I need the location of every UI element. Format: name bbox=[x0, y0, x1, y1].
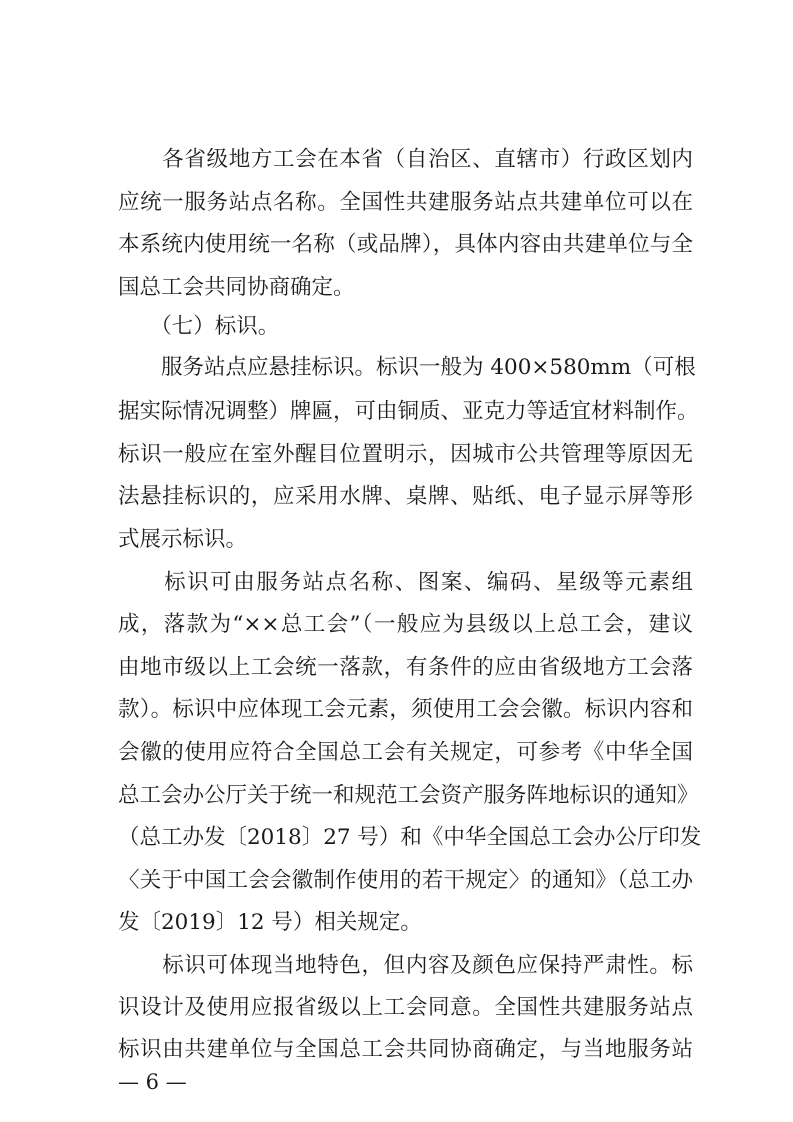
paragraph-line: 识设计及使用应报省级以上工会同意。全国性共建服务站点 bbox=[118, 995, 693, 1020]
paragraph-line: 款）。标识中应体现工会元素，须使用工会会徽。标识内容和 bbox=[118, 697, 693, 722]
paragraph-line: 国总工会共同协商确定。 bbox=[118, 275, 355, 300]
paragraph-line: 由地市级以上工会统一落款，有条件的应由省级地方工会落 bbox=[118, 655, 693, 680]
paragraph-line: 标识可体现当地特色，但内容及颜色应保持严肃性。标 bbox=[118, 953, 693, 978]
paragraph-line: 应统一服务站点名称。全国性共建服务站点共建单位可以在 bbox=[118, 190, 693, 215]
section-heading: （七）标识。 bbox=[118, 314, 280, 339]
paragraph-line: 发〔2019〕12 号）相关规定。 bbox=[118, 910, 422, 935]
paragraph-line: 标识由共建单位与全国总工会共同协商确定，与当地服务站 bbox=[118, 1037, 693, 1062]
paragraph-line: 会徽的使用应符合全国总工会有关规定，可参考《中华全国 bbox=[118, 740, 693, 765]
paragraph-line: 据实际情况调整）牌匾，可由铜质、亚克力等适宜材料制作。 bbox=[118, 399, 699, 424]
paragraph-line: 成，落款为“××总工会”（一般应为县级以上总工会，建议 bbox=[118, 612, 693, 637]
page-number: — 6 — bbox=[118, 1070, 187, 1094]
paragraph-line: 本系统内使用统一名称（或品牌），具体内容由共建单位与全 bbox=[118, 232, 693, 257]
paragraph-line: 服务站点应悬挂标识。标识一般为 400×580mm（可根 bbox=[118, 355, 696, 380]
paragraph-line: 各省级地方工会在本省（自治区、直辖市）行政区划内 bbox=[118, 147, 693, 172]
paragraph-line: 标识可由服务站点名称、图案、编码、星级等元素组 bbox=[118, 570, 693, 595]
paragraph-line: 标识一般应在室外醒目位置明示，因城市公共管理等原因无 bbox=[118, 442, 693, 467]
paragraph-line: 〈关于中国工会会徽制作使用的若干规定〉的通知》（总工办 bbox=[118, 868, 693, 893]
paragraph-line: 式展示标识。 bbox=[118, 527, 248, 552]
paragraph-line: 总工会办公厅关于统一和规范工会资产服务阵地标识的通知》 bbox=[118, 783, 699, 808]
paragraph-line: 法悬挂标识的，应采用水牌、桌牌、贴纸、电子显示屏等形 bbox=[118, 484, 693, 509]
paragraph-line: （总工办发〔2018〕27 号）和《中华全国总工会办公厅印发 bbox=[118, 825, 702, 850]
